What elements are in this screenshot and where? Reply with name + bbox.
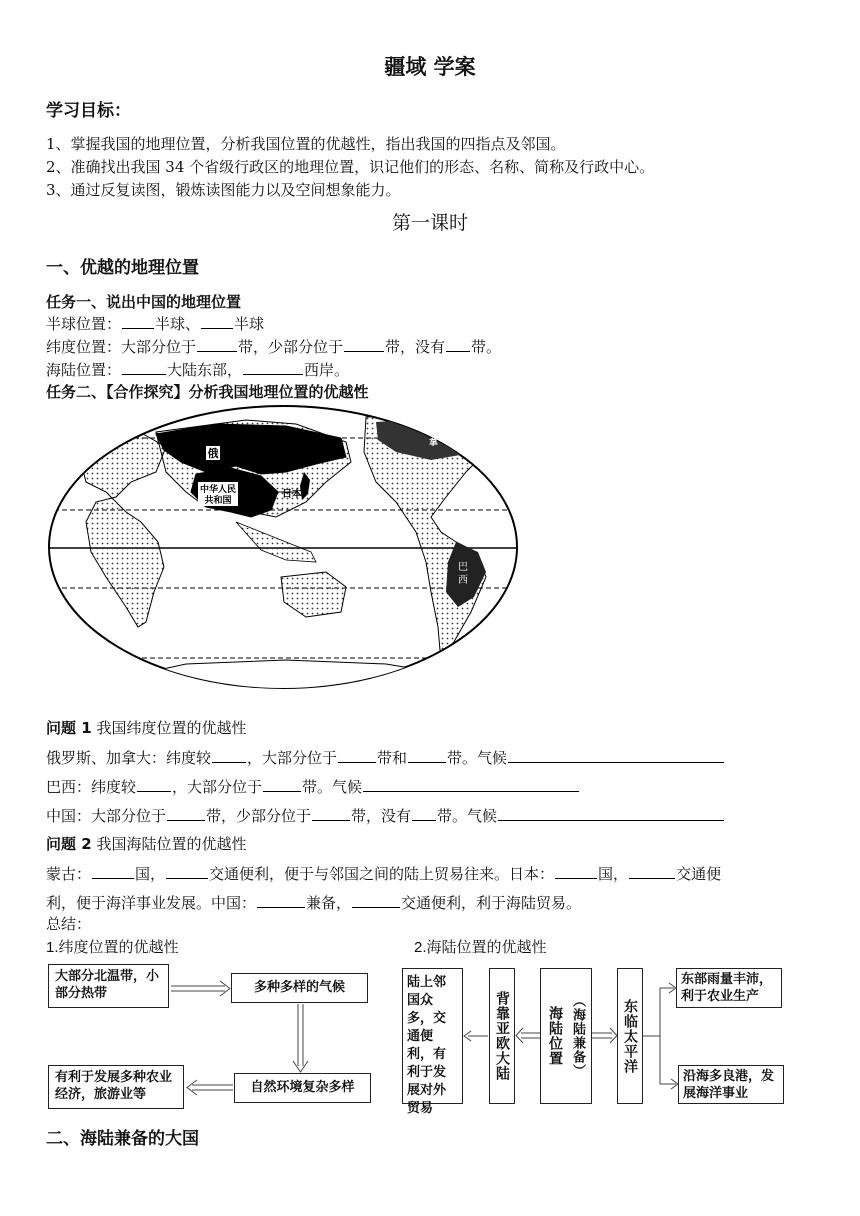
task2-heading: 任务二、【合作探究】分析我国地理位置的优越性 bbox=[46, 383, 369, 401]
map-label-japan: 日本 bbox=[282, 489, 302, 500]
answer-blank[interactable] bbox=[338, 748, 376, 763]
q2-line: 蒙古： 国， 交通便利，便于与邻国之间的陆上贸易往来。日本： 国， 交通便 bbox=[46, 865, 722, 883]
objectives-heading: 学习目标： bbox=[46, 101, 131, 121]
flow-box: 自然环境复杂多样 bbox=[234, 1073, 371, 1103]
flow-box: 多种多样的气候 bbox=[231, 973, 368, 1003]
answer-blank[interactable] bbox=[167, 806, 205, 821]
answer-blank[interactable] bbox=[446, 337, 470, 352]
q1-line: 中国：大部分位于 带，少部分位于 带，没有 带。气候 bbox=[46, 806, 725, 826]
answer-blank[interactable] bbox=[243, 360, 303, 375]
objective-item: 2、准确找出我国 34 个省级行政区的地理位置，识记他们的形态、名称、简称及行政中心。 bbox=[46, 158, 655, 176]
latitude-line: 纬度位置：大部分位于 带，少部分位于 带，没有 带。 bbox=[46, 338, 502, 356]
answer-blank[interactable] bbox=[92, 864, 134, 879]
answer-blank[interactable] bbox=[352, 893, 400, 908]
map-label-canada: 拿 bbox=[429, 437, 439, 447]
answer-blank[interactable] bbox=[137, 777, 171, 792]
answer-blank[interactable] bbox=[412, 806, 436, 821]
summary-left-title: 1.纬度位置的优越性 bbox=[46, 939, 179, 956]
answer-blank[interactable] bbox=[166, 864, 208, 879]
map-label-brazil: 巴 bbox=[458, 562, 468, 573]
section-heading: 二、海陆兼备的大国 bbox=[46, 1129, 199, 1149]
world-map-svg bbox=[46, 402, 520, 692]
answer-blank[interactable] bbox=[408, 748, 446, 763]
answer-blank[interactable] bbox=[498, 806, 724, 821]
map-label-china: 中华人民 bbox=[199, 484, 237, 494]
map-label-russia: 俄 bbox=[207, 448, 219, 460]
answer-blank[interactable] bbox=[263, 777, 301, 792]
section-heading: 一、优越的地理位置 bbox=[46, 258, 199, 278]
flow-box-back: 背靠亚欧大陆 bbox=[489, 968, 515, 1104]
answer-blank[interactable] bbox=[257, 893, 305, 908]
map-label-china: 共和国 bbox=[204, 495, 232, 505]
answer-blank[interactable] bbox=[555, 864, 597, 879]
q1-line: 巴西：纬度较 ，大部分位于 带。气候 bbox=[46, 777, 580, 797]
answer-blank[interactable] bbox=[212, 748, 246, 763]
objective-item: 1、掌握我国的地理位置，分析我国位置的优越性，指出我国的四指点及邻国。 bbox=[46, 135, 566, 153]
flow-box: 有利于发展多种农业经济，旅游业等 bbox=[48, 1065, 184, 1109]
flow-arrows-right bbox=[460, 962, 760, 1112]
q2-line: 利，便于海洋事业发展。中国： 兼备， 交通便利，利于海陆贸易。 bbox=[46, 894, 582, 912]
q1-heading: 问题 1 我国纬度位置的优越性 bbox=[46, 719, 247, 737]
answer-blank[interactable] bbox=[122, 360, 166, 375]
answer-blank[interactable] bbox=[122, 314, 154, 329]
lesson-title: 第一课时 bbox=[391, 212, 468, 234]
flow-box-neighbors: 陆上邻国众多，交通便利，有利于发展对外贸易 bbox=[402, 968, 463, 1104]
answer-blank[interactable] bbox=[344, 337, 384, 352]
answer-blank[interactable] bbox=[197, 337, 237, 352]
answer-blank[interactable] bbox=[363, 777, 579, 792]
summary-right-title: 2.海陆位置的优越性 bbox=[414, 939, 547, 956]
sealand-line: 海陆位置： 大陆东部， 西岸。 bbox=[46, 361, 350, 379]
hemisphere-line: 半球位置： 半球、 半球 bbox=[46, 315, 265, 333]
page-title: 疆域 学案 bbox=[384, 55, 476, 79]
flow-box-rain: 东部雨量丰沛，利于农业生产 bbox=[676, 968, 782, 1008]
objective-item: 3、通过反复读图，锻炼读图能力以及空间想象能力。 bbox=[46, 181, 401, 199]
summary-label: 总结： bbox=[46, 915, 92, 933]
flow-box-center: 海陆位置 （海陆兼备） bbox=[540, 968, 592, 1104]
q2-heading: 问题 2 我国海陆位置的优越性 bbox=[46, 835, 247, 853]
flow-box-east: 东临太平洋 bbox=[617, 968, 643, 1104]
flow-arrows-left bbox=[40, 960, 420, 1120]
answer-blank[interactable] bbox=[508, 748, 724, 763]
flow-box-port: 沿海多良港，发展海洋事业 bbox=[678, 1065, 784, 1104]
map-label-brazil: 西 bbox=[458, 575, 468, 586]
task1-heading: 任务一、说出中国的地理位置 bbox=[46, 293, 242, 311]
answer-blank[interactable] bbox=[629, 864, 675, 879]
world-map bbox=[46, 402, 520, 692]
flow-box: 大部分北温带，小部分热带 bbox=[48, 964, 169, 1008]
answer-blank[interactable] bbox=[312, 806, 350, 821]
q1-line: 俄罗斯、加拿大：纬度较 ，大部分位于 带和 带。气候 bbox=[46, 748, 725, 768]
answer-blank[interactable] bbox=[201, 314, 233, 329]
